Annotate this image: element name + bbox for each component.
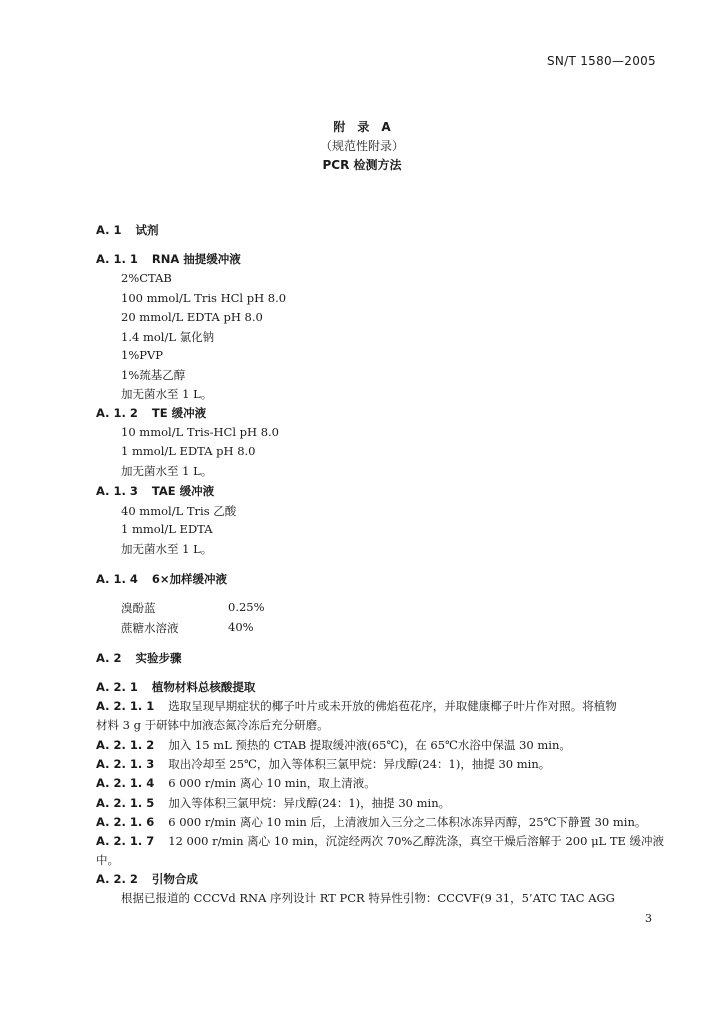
step-a216 [96, 814, 646, 830]
step-a213 [96, 756, 550, 772]
step-text: 选取呈现早期症状的椰子叶片或未开放的佛焰苞花序，并取健康椰子叶片作对照。将植物 [168, 699, 617, 713]
section-number: A. 2. 1 [96, 680, 138, 694]
section-title: TE 缓冲液 [151, 406, 207, 420]
section-number: A. 1 [96, 223, 122, 237]
section-number: A. 1. 4 [96, 572, 138, 586]
appendix-label: 附 录 A [333, 120, 391, 134]
list-item: 1 mmol/L EDTA [121, 522, 213, 536]
reagent-name: 溴酚蓝 [121, 601, 156, 615]
step-a217 [96, 833, 664, 849]
section-a21-heading [96, 679, 255, 695]
step-text-continued: 材料 3 g 于研钵中加液态氮冷冻后充分研磨。 [96, 718, 329, 732]
list-item: 40 mmol/L Tris 乙酸 [121, 504, 237, 518]
list-item: 1 mmol/L EDTA pH 8.0 [121, 444, 256, 458]
section-a1-heading [96, 222, 159, 238]
step-number: A. 2. 1. 6 [96, 815, 155, 829]
step-text: 12 000 r/min 离心 10 min，沉淀经两次 70%乙醇洗涤，真空干燥后溶解于 200 μL TE 缓冲液 [168, 834, 665, 848]
appendix-title-block [0, 118, 724, 175]
section-number: A. 2. 2 [96, 872, 138, 886]
section-title: 植物材料总核酸提取 [151, 680, 256, 694]
list-item: 2%CTAB [121, 271, 172, 285]
page-number: 3 [645, 912, 652, 925]
step-number: A. 2. 1. 4 [96, 776, 155, 790]
step-text-continued: 中。 [96, 853, 119, 867]
step-a212 [96, 737, 571, 753]
section-number: A. 1. 1 [96, 252, 138, 266]
appendix-type: （规范性附录） [319, 139, 404, 153]
step-text: 加入 15 mL 预热的 CTAB 提取缓冲液(65℃)，在 65℃水浴中保温 30 min。 [168, 738, 571, 752]
list-item: 1%PVP [121, 348, 164, 362]
list-item: 10 mmol/L Tris-HCl pH 8.0 [121, 425, 279, 439]
list-item: 20 mmol/L EDTA pH 8.0 [121, 310, 263, 324]
list-item: 1.4 mol/L 氯化钠 [121, 330, 215, 344]
section-a12-heading [96, 405, 206, 421]
list-item: 加无菌水至 1 L。 [121, 464, 213, 478]
step-a211 [96, 698, 617, 714]
section-a11-heading [96, 251, 241, 267]
section-a2-heading [96, 650, 182, 666]
step-number: A. 2. 1. 5 [96, 796, 155, 810]
list-item: 100 mmol/L Tris HCl pH 8.0 [121, 291, 287, 305]
section-a14-heading [96, 571, 227, 587]
section-title: 6×加样缓冲液 [151, 572, 228, 586]
standard-number: SN/T 1580—2005 [546, 54, 656, 68]
section-title: TAE 缓冲液 [151, 484, 215, 498]
step-number: A. 2. 1. 3 [96, 757, 155, 771]
section-number: A. 1. 2 [96, 406, 138, 420]
step-a215 [96, 795, 450, 811]
step-number: A. 2. 1. 7 [96, 834, 155, 848]
section-a13-heading [96, 483, 214, 499]
step-text: 取出冷却至 25℃，加入等体积三氯甲烷：异戊醇(24：1)，抽提 30 min。 [168, 757, 551, 771]
section-title: RNA 抽提缓冲液 [151, 252, 241, 266]
section-number: A. 2 [96, 651, 122, 665]
step-number: A. 2. 1. 2 [96, 738, 155, 752]
section-title: 实验步骤 [135, 651, 182, 665]
reagent-name: 蔗糖水溶液 [121, 621, 179, 635]
step-text: 加入等体积三氯甲烷：异戊醇(24：1)，抽提 30 min。 [168, 796, 451, 810]
list-item: 1%巯基乙醇 [121, 368, 186, 382]
list-item: 加无菌水至 1 L。 [121, 542, 213, 556]
step-text: 6 000 r/min 离心 10 min 后，上清液加入三分之二体积冰冻异丙醇，25℃下静置 30 min。 [168, 815, 647, 829]
section-title: 试剂 [135, 223, 159, 237]
section-a22-heading [96, 871, 198, 887]
section-number: A. 1. 3 [96, 484, 138, 498]
step-number: A. 2. 1. 1 [96, 699, 155, 713]
reagent-value: 0.25% [228, 600, 265, 614]
reagent-value: 40% [228, 620, 254, 634]
step-text: 6 000 r/min 离心 10 min，取上清液。 [168, 776, 376, 790]
list-item: 加无菌水至 1 L。 [121, 387, 213, 401]
step-a214 [96, 775, 376, 791]
appendix-name: PCR 检测方法 [322, 158, 402, 172]
section-title: 引物合成 [151, 872, 198, 886]
paragraph: 根据已报道的 CCCVd RNA 序列设计 RT PCR 特异性引物：CCCVF(9 31，5’ATC TAC AGG [121, 891, 615, 905]
